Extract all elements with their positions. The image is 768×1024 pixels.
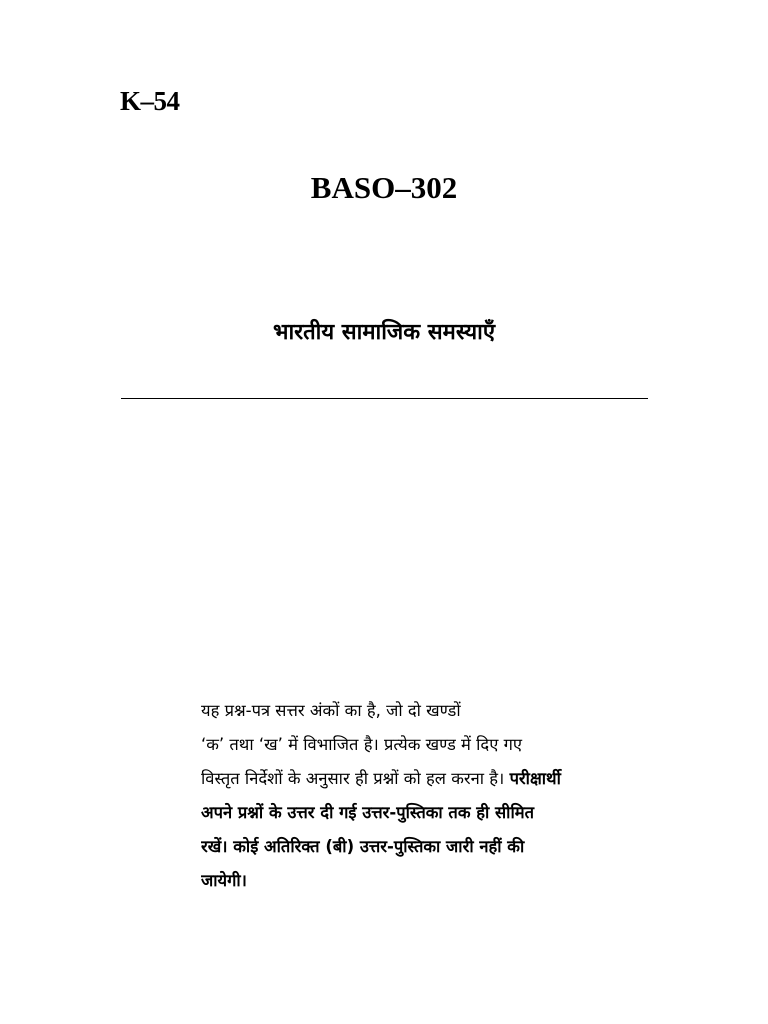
- instructions-text-bold: परीक्षार्थी: [509, 769, 561, 788]
- instructions-text: ‘क’ तथा ‘ख’ में विभाजित है।: [201, 735, 379, 754]
- instructions-text: प्रत्येक खण्ड में दिए गए: [383, 735, 522, 754]
- instructions-line-4: अपने प्रश्नों के उत्तर दी गई उत्तर-पुस्तिका तक ही सीमित: [201, 803, 534, 822]
- instructions-text: यह प्रश्न-पत्र सत्तर: [201, 701, 305, 720]
- instructions-line-3: [201, 762, 649, 796]
- course-title: भारतीय सामाजिक समस्याएँ: [272, 320, 496, 345]
- divider-line: [121, 398, 648, 399]
- instructions-line-6: जायेगी।: [201, 871, 247, 890]
- course-code: BASO–302: [310, 170, 458, 205]
- instructions-text: अंकों का है, जो दो: [309, 701, 421, 720]
- instructions-text: विस्तृत निर्देशों के अनुसार ही प्रश्नों को हल करना है।: [201, 769, 505, 788]
- instructions-line-2: [201, 728, 649, 762]
- paper-code: K–54: [120, 86, 180, 116]
- instructions-line-5: रखें। कोई अतिरिक्त (बी) उत्तर-पुस्तिका जारी नहीं की: [201, 837, 525, 856]
- instructions-text: खण्डों: [426, 701, 461, 720]
- instructions-block: [201, 694, 649, 898]
- instructions-line-1: [201, 694, 649, 728]
